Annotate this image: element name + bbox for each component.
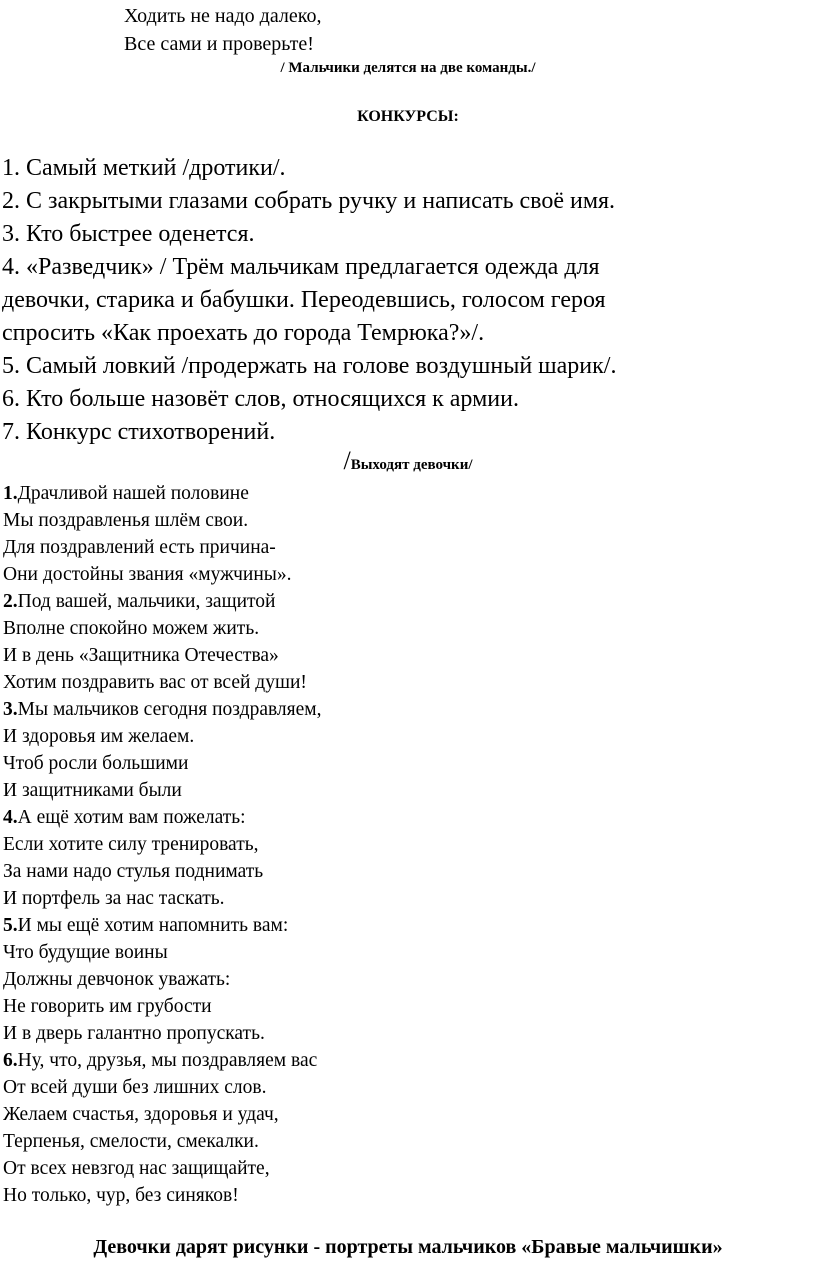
poem-line: 5.И мы ещё хотим напомнить вам: (3, 915, 289, 936)
poem-line: Чтоб росли большими (3, 753, 189, 774)
poem-line: Что будущие воины (3, 942, 168, 963)
contest-line: 3. Кто быстрее оденется. (2, 221, 255, 247)
poem-line: И портфель за нас таскать. (3, 888, 225, 909)
girls-direction-text: Выходят девочки/ (350, 457, 473, 473)
poem-line: Не говорить им грубости (3, 996, 212, 1017)
poem (3, 480, 803, 1209)
poem-line: От всех невзгод нас защищайте, (3, 1158, 270, 1179)
contest-line: 2. С закрытыми глазами собрать ручку и написать своё имя. (2, 188, 616, 214)
contest-line: 6. Кто больше назовёт слов, относящихся к армии. (2, 386, 519, 412)
poem-line: Но только, чур, без синяков! (3, 1185, 239, 1206)
poem-line: Если хотите силу тренировать, (3, 834, 259, 855)
contests-heading: КОНКУРСЫ: (357, 108, 459, 125)
poem-line: Терпенья, смелости, смекалки. (3, 1131, 259, 1152)
girls-direction-slash: / (343, 446, 351, 475)
contest-line: 5. Самый ловкий /продержать на голове воздушный шарик/. (2, 353, 617, 379)
verse-number: 1. (3, 483, 18, 504)
contest-line: девочки, старика и бабушки. Переодевшись, голосом героя (2, 287, 606, 313)
poem-line: За нами надо стулья поднимать (3, 861, 264, 882)
stage-direction-girls (0, 446, 816, 476)
verse-number: 5. (3, 915, 18, 936)
contest-line: 1. Самый меткий /дротики/. (2, 155, 286, 181)
poem-line: 4.А ещё хотим вам пожелать: (3, 807, 246, 828)
verse-number: 6. (3, 1050, 18, 1071)
poem-line: Вполне спокойно можем жить. (3, 618, 260, 639)
poem-line: И защитниками были (3, 780, 182, 801)
contest-line: 7. Конкурс стихотворений. (2, 419, 276, 445)
poem-line: Мы поздравленья шлём свои. (3, 510, 249, 531)
final-stage-direction: Девочки дарят рисунки - портреты мальчиков «Бравые мальчишки» (93, 1236, 723, 1258)
contests-list (2, 152, 802, 449)
poem-line: 6.Ну, что, друзья, мы поздравляем вас (3, 1050, 318, 1071)
verse-number: 3. (3, 699, 18, 720)
poem-line: Желаем счастья, здоровья и удач, (3, 1104, 279, 1125)
poem-line: 1.Драчливой нашей половине (3, 483, 249, 504)
intro-line-1: Ходить не надо далеко, (124, 5, 322, 27)
contest-line: 4. «Разведчик» / Трём мальчикам предлагается одежда для (2, 254, 600, 280)
verse-number: 4. (3, 807, 18, 828)
contest-line: спросить «Как проехать до города Темрюка?»/. (2, 320, 485, 346)
verse-number: 2. (3, 591, 18, 612)
poem-line: И в дверь галантно пропускать. (3, 1023, 265, 1044)
poem-line: 2.Под вашей, мальчики, защитой (3, 591, 276, 612)
poem-line: И в день «Защитника Отечества» (3, 645, 279, 666)
intro-line-2: Все сами и проверьте! (124, 33, 314, 55)
poem-line: Хотим поздравить вас от всей души! (3, 672, 307, 693)
poem-line: Должны девчонок уважать: (3, 969, 231, 990)
poem-line: 3.Мы мальчиков сегодня поздравляем, (3, 699, 322, 720)
stage-direction-boys: / Мальчики делятся на две команды./ (280, 60, 536, 76)
poem-line: От всей души без лишних слов. (3, 1077, 267, 1098)
poem-line: Они достойны звания «мужчины». (3, 564, 292, 585)
poem-line: Для поздравлений есть причина- (3, 537, 276, 558)
poem-line: И здоровья им желаем. (3, 726, 195, 747)
